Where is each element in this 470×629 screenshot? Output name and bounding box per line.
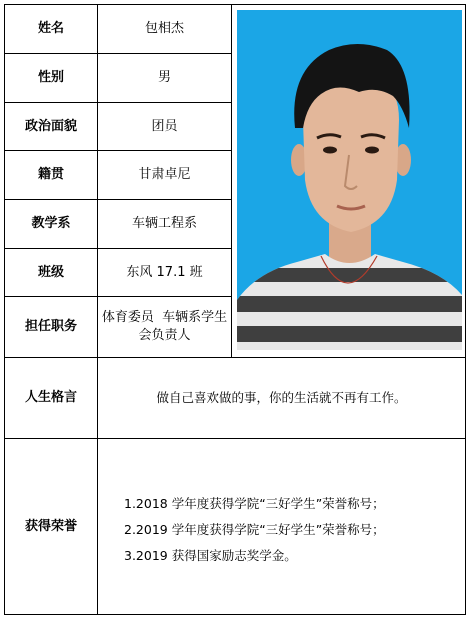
name-label: 姓名 — [4, 4, 98, 54]
student-profile-sheet — [4, 4, 466, 615]
gender-label: 性别 — [4, 53, 98, 103]
motto-value: 做自己喜欢做的事，你的生活就不再有工作。 — [97, 357, 466, 439]
class-label: 班级 — [4, 248, 98, 297]
gender-value: 男 — [97, 53, 232, 103]
department-label: 教学系 — [4, 199, 98, 249]
class-value: 东风 17.1 班 — [97, 248, 232, 297]
position-value-line2: 会负责人 — [138, 328, 191, 343]
hometown-value: 甘肃卓尼 — [97, 150, 232, 200]
honors-list — [97, 438, 466, 615]
department-value: 车辆工程系 — [97, 199, 232, 249]
honor-item-2: 2.2019 学年度获得学院“三好学生”荣誉称号； — [124, 522, 385, 537]
student-photo — [237, 10, 462, 350]
position-value — [97, 296, 232, 358]
hometown-label: 籍贯 — [4, 150, 98, 200]
photo-cell — [231, 4, 466, 358]
name-value: 包相杰 — [97, 4, 232, 54]
honors-label: 获得荣誉 — [4, 438, 98, 615]
position-label: 担任职务 — [4, 296, 98, 358]
position-value-line1: 体育委员 车辆系学生 — [101, 310, 228, 325]
portrait-image — [237, 10, 462, 350]
political-status-value: 团员 — [97, 102, 232, 151]
motto-label: 人生格言 — [4, 357, 98, 439]
political-status-label: 政治面貌 — [4, 102, 98, 151]
honor-item-3: 3.2019 获得国家励志奖学金。 — [124, 548, 297, 563]
honor-item-1: 1.2018 学年度获得学院“三好学生”荣誉称号； — [124, 496, 385, 511]
